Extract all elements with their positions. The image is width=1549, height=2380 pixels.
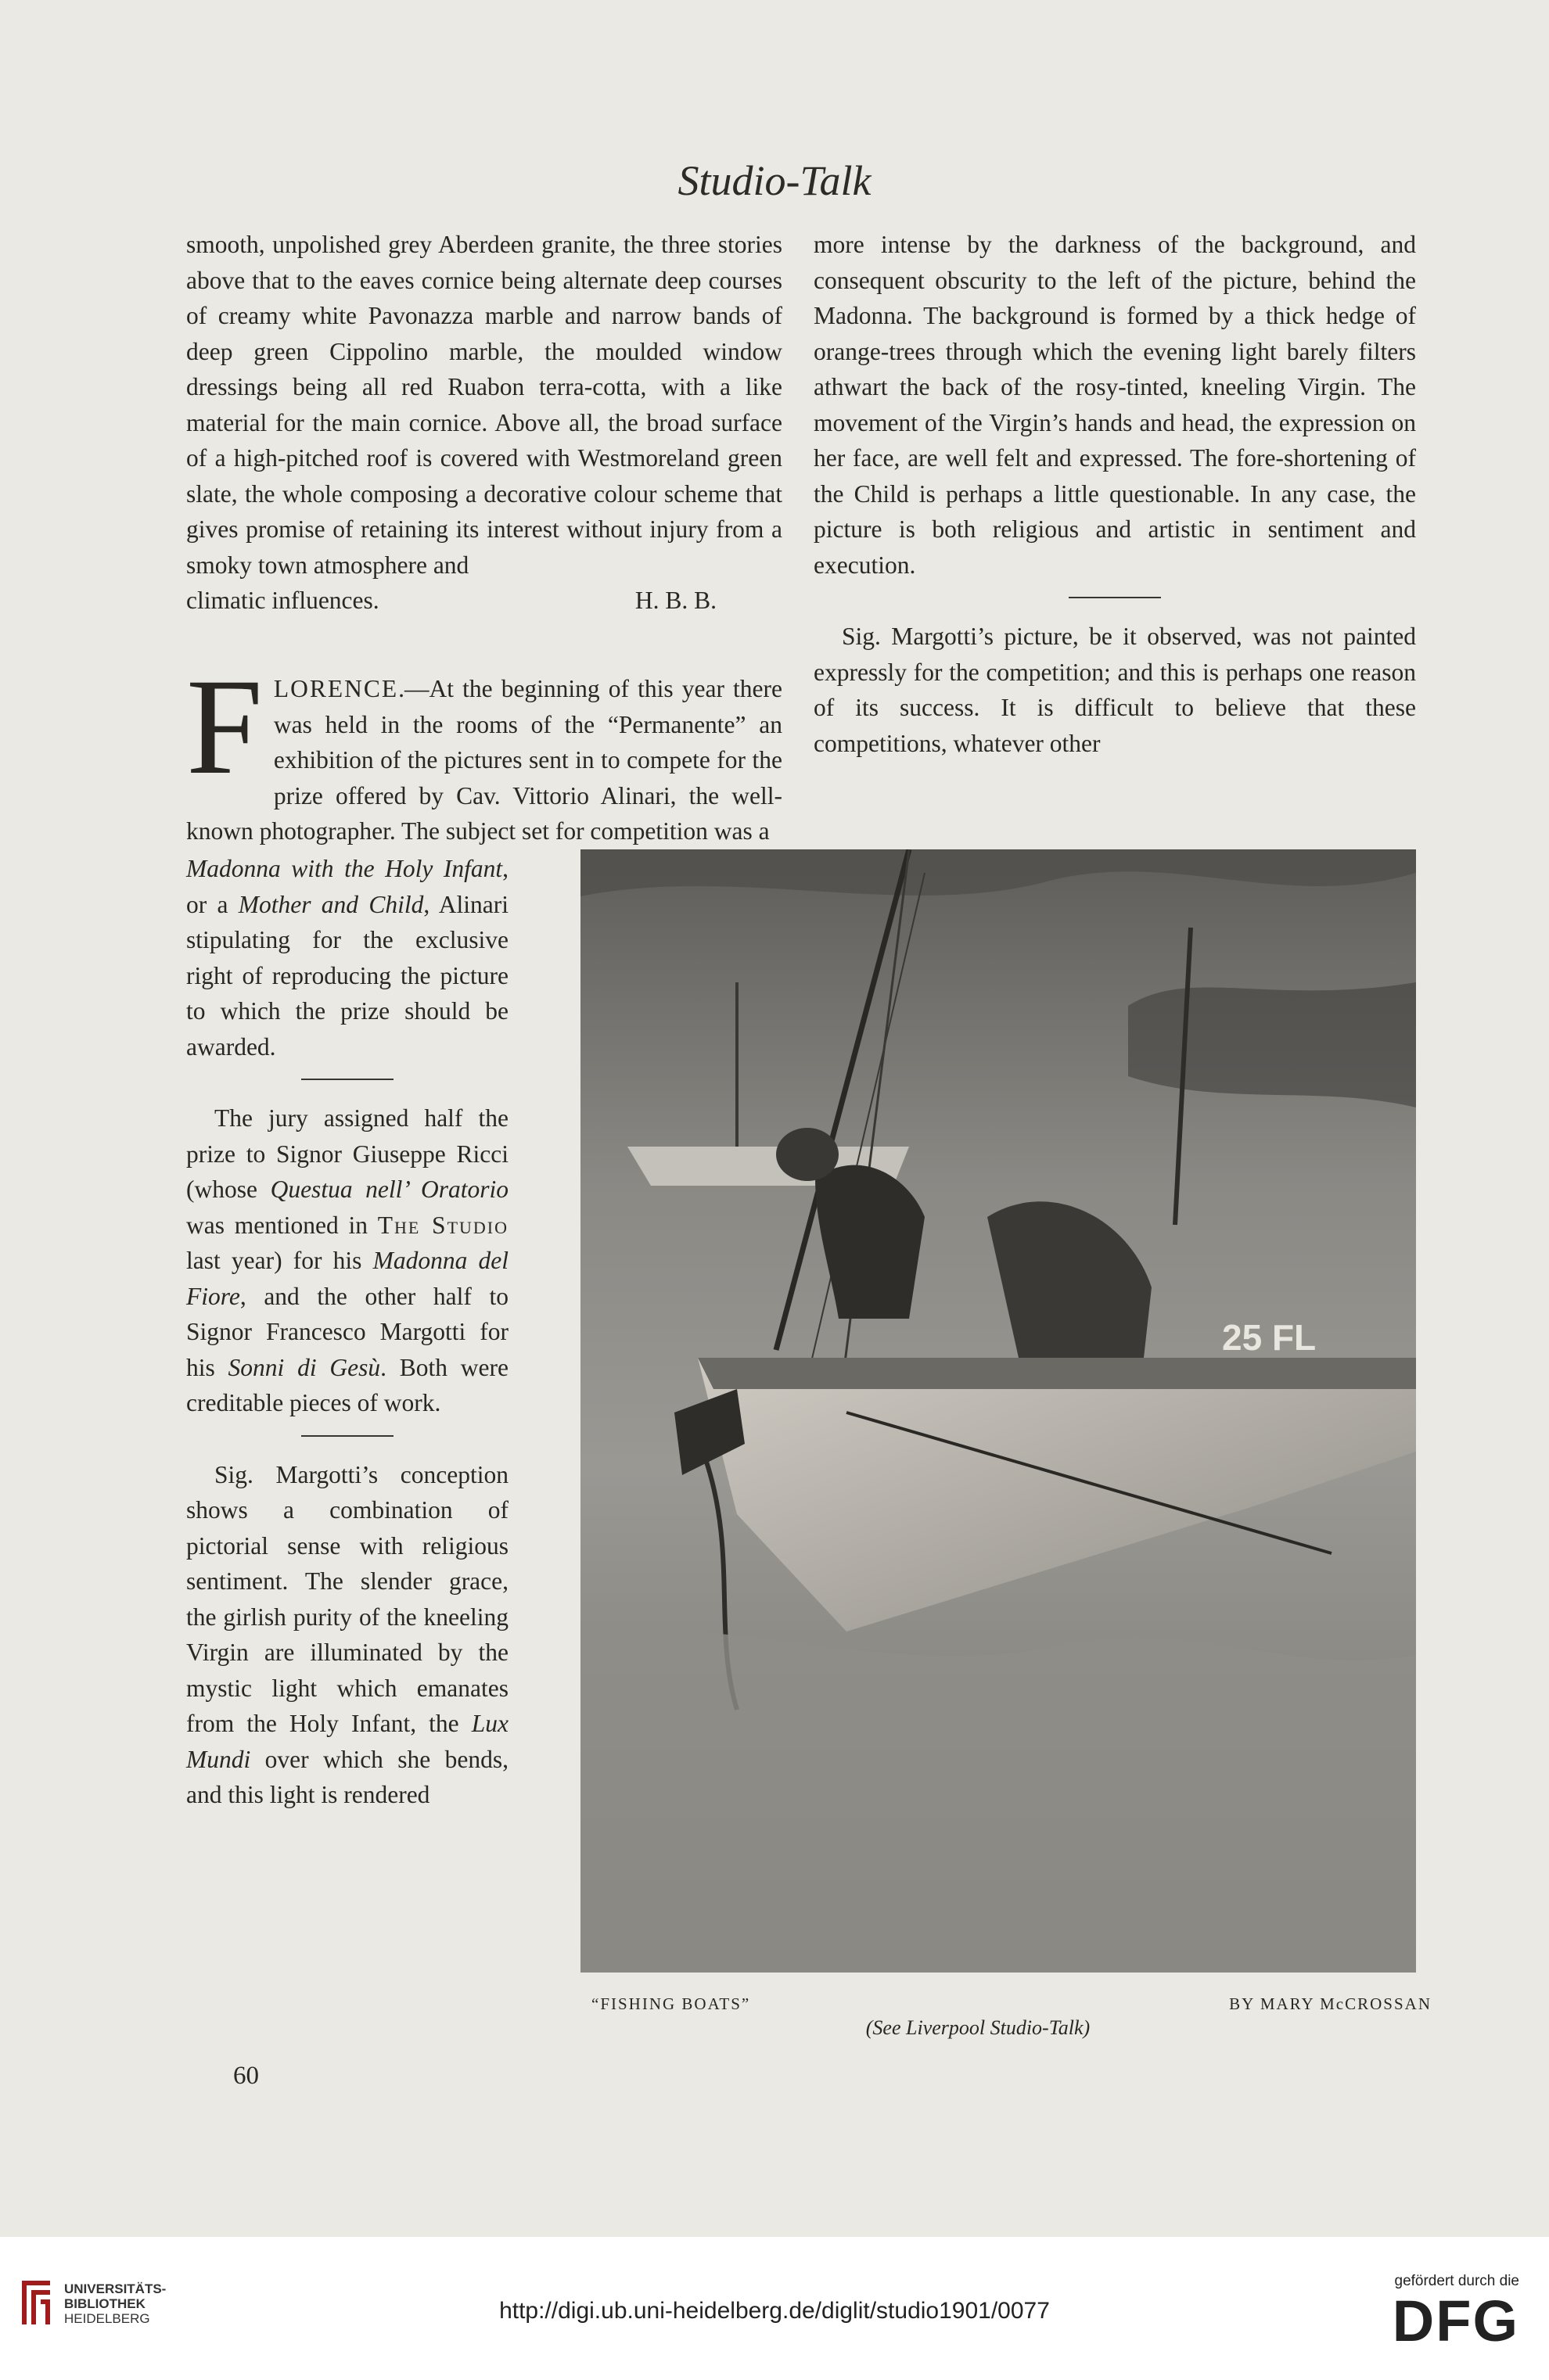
florence-paragraph — [186, 651, 782, 849]
caption-note: (See Liverpool Studio-Talk) — [865, 2016, 1091, 2039]
paragraph-last-line: climatic influences. — [186, 587, 379, 614]
florence-text-3: , Alinari stipulating for the exclusive right of reproducing the picture to which the prize should be awarded. — [186, 890, 509, 1061]
jury-text-2: was mentioned in — [186, 1211, 378, 1239]
source-url[interactable]: http://digi.ub.uni-heidelberg.de/diglit/studio1901/0077 — [499, 2298, 1050, 2324]
page-number: 60 — [233, 2062, 259, 2090]
jury-paragraph — [186, 1100, 509, 1421]
conception-text-2: over which she bends, and this light is rendered — [186, 1745, 509, 1808]
caption-artist: BY MARY McCROSSAN — [1229, 1994, 1432, 2013]
conception-text-1: Sig. Margotti’s conception shows a combination of pictorial sense with religious sentiment. The slender grace, the girlish purity of the kneeling Virgin are illuminated by the mystic light which emanates from the Holy Infant, the — [186, 1460, 509, 1737]
running-title: Studio-Talk — [677, 157, 872, 204]
drop-cap: F — [186, 651, 263, 803]
florence-text: .—At the beginning of this year there was held in the rooms of the “Permanente” an exhibition of the pictures sent in to compete for the prize offered by Cav. Vittorio Alinari, the well-known photographer. The subject set for competition was a — [186, 675, 782, 845]
architecture-paragraph: smooth, unpolished grey Aberdeen granite, the three stories above that to the eaves cornice being alternate deep courses of creamy white Pavonazza marble and narrow bands of deep green Cippolino marble, the moulded window dressings being all red Ruabon terra-cotta, with a like material for the main cornice. Above all, the broad surface of a high-pitched roof is covered with Westmoreland green slate, the whole composing a decorative colour scheme that gives promise of retaining its interest without injury from a smoky town atmosphere and — [186, 231, 782, 579]
florence-italic-2: Mother and Child — [238, 890, 424, 918]
jury-text-4: , and the other half to Signor Francesco Margotti for his — [186, 1282, 509, 1381]
conception-italic-1: Lux Mundi — [186, 1710, 509, 1773]
jury-text-5: . Both were creditable pieces of work. — [186, 1353, 509, 1416]
jury-text-3: last year) for his — [186, 1247, 373, 1274]
funder-logo — [1393, 2273, 1519, 2353]
florence-continuation — [186, 851, 509, 1064]
florence-italic-1: Madonna with the Holy Infant — [186, 855, 503, 882]
section-rule — [1069, 597, 1161, 598]
painting-illustration — [580, 849, 1416, 1973]
jury-italic-1: Questua nell’ Oratorio — [270, 1176, 509, 1203]
right-column-top — [814, 227, 1416, 761]
dfg-mark: DFG — [1392, 2288, 1519, 2353]
library-line-3: HEIDELBERG — [64, 2310, 150, 2326]
left-column-top — [186, 227, 782, 619]
signature-line — [186, 583, 782, 619]
studio-name: The Studio — [377, 1211, 509, 1239]
florence-text-2: , or a — [186, 855, 509, 918]
florence-section — [186, 651, 782, 849]
library-line-1: UNIVERSITÄTS- — [64, 2281, 167, 2296]
section-rule — [301, 1079, 394, 1080]
water-reflection — [580, 1629, 1416, 1973]
jury-italic-2: Madonna del Fiore — [186, 1247, 509, 1310]
fishing-boats-painting — [580, 849, 1416, 1973]
hull-number: 25 FL — [1222, 1317, 1317, 1358]
caption-title: “FISHING BOATS” — [591, 1994, 751, 2013]
digitization-footer — [0, 2237, 1549, 2380]
fisherman-head — [776, 1128, 839, 1181]
left-narrow-column — [186, 851, 509, 1813]
florence-lead: LORENCE — [273, 675, 399, 702]
library-line-2: BIBLIOTHEK — [64, 2296, 146, 2311]
madonna-paragraph: more intense by the darkness of the background, and consequent obscurity to the left of the picture, behind the Madonna. The background is formed by a thick hedge of orange-trees through which the evening light barely filters athwart the back of the rosy-tinted, kneeling Virgin. The movement of the Virgin’s hands and head, the expression on her face, are well felt and expressed. The fore-shortening of the Child is perhaps a little questionable. In any case, the picture is both religious and artistic in sentiment and execution. — [814, 231, 1416, 579]
author-initials: H. B. B. — [634, 587, 717, 614]
conception-paragraph — [186, 1457, 509, 1813]
boat-gunwale — [698, 1358, 1416, 1389]
jury-italic-3: Sonni di Gesù — [228, 1353, 381, 1381]
jury-text-1: The jury assigned half the prize to Signor Giuseppe Ricci (whose — [186, 1104, 509, 1203]
competition-paragraph: Sig. Margotti’s picture, be it observed, was not painted expressly for the competition; and this is perhaps one reason of its success. It is difficult to believe that these competitions, whatever other — [814, 623, 1416, 757]
section-rule — [301, 1435, 394, 1437]
funding-note: gefördert durch die — [1394, 2273, 1519, 2289]
